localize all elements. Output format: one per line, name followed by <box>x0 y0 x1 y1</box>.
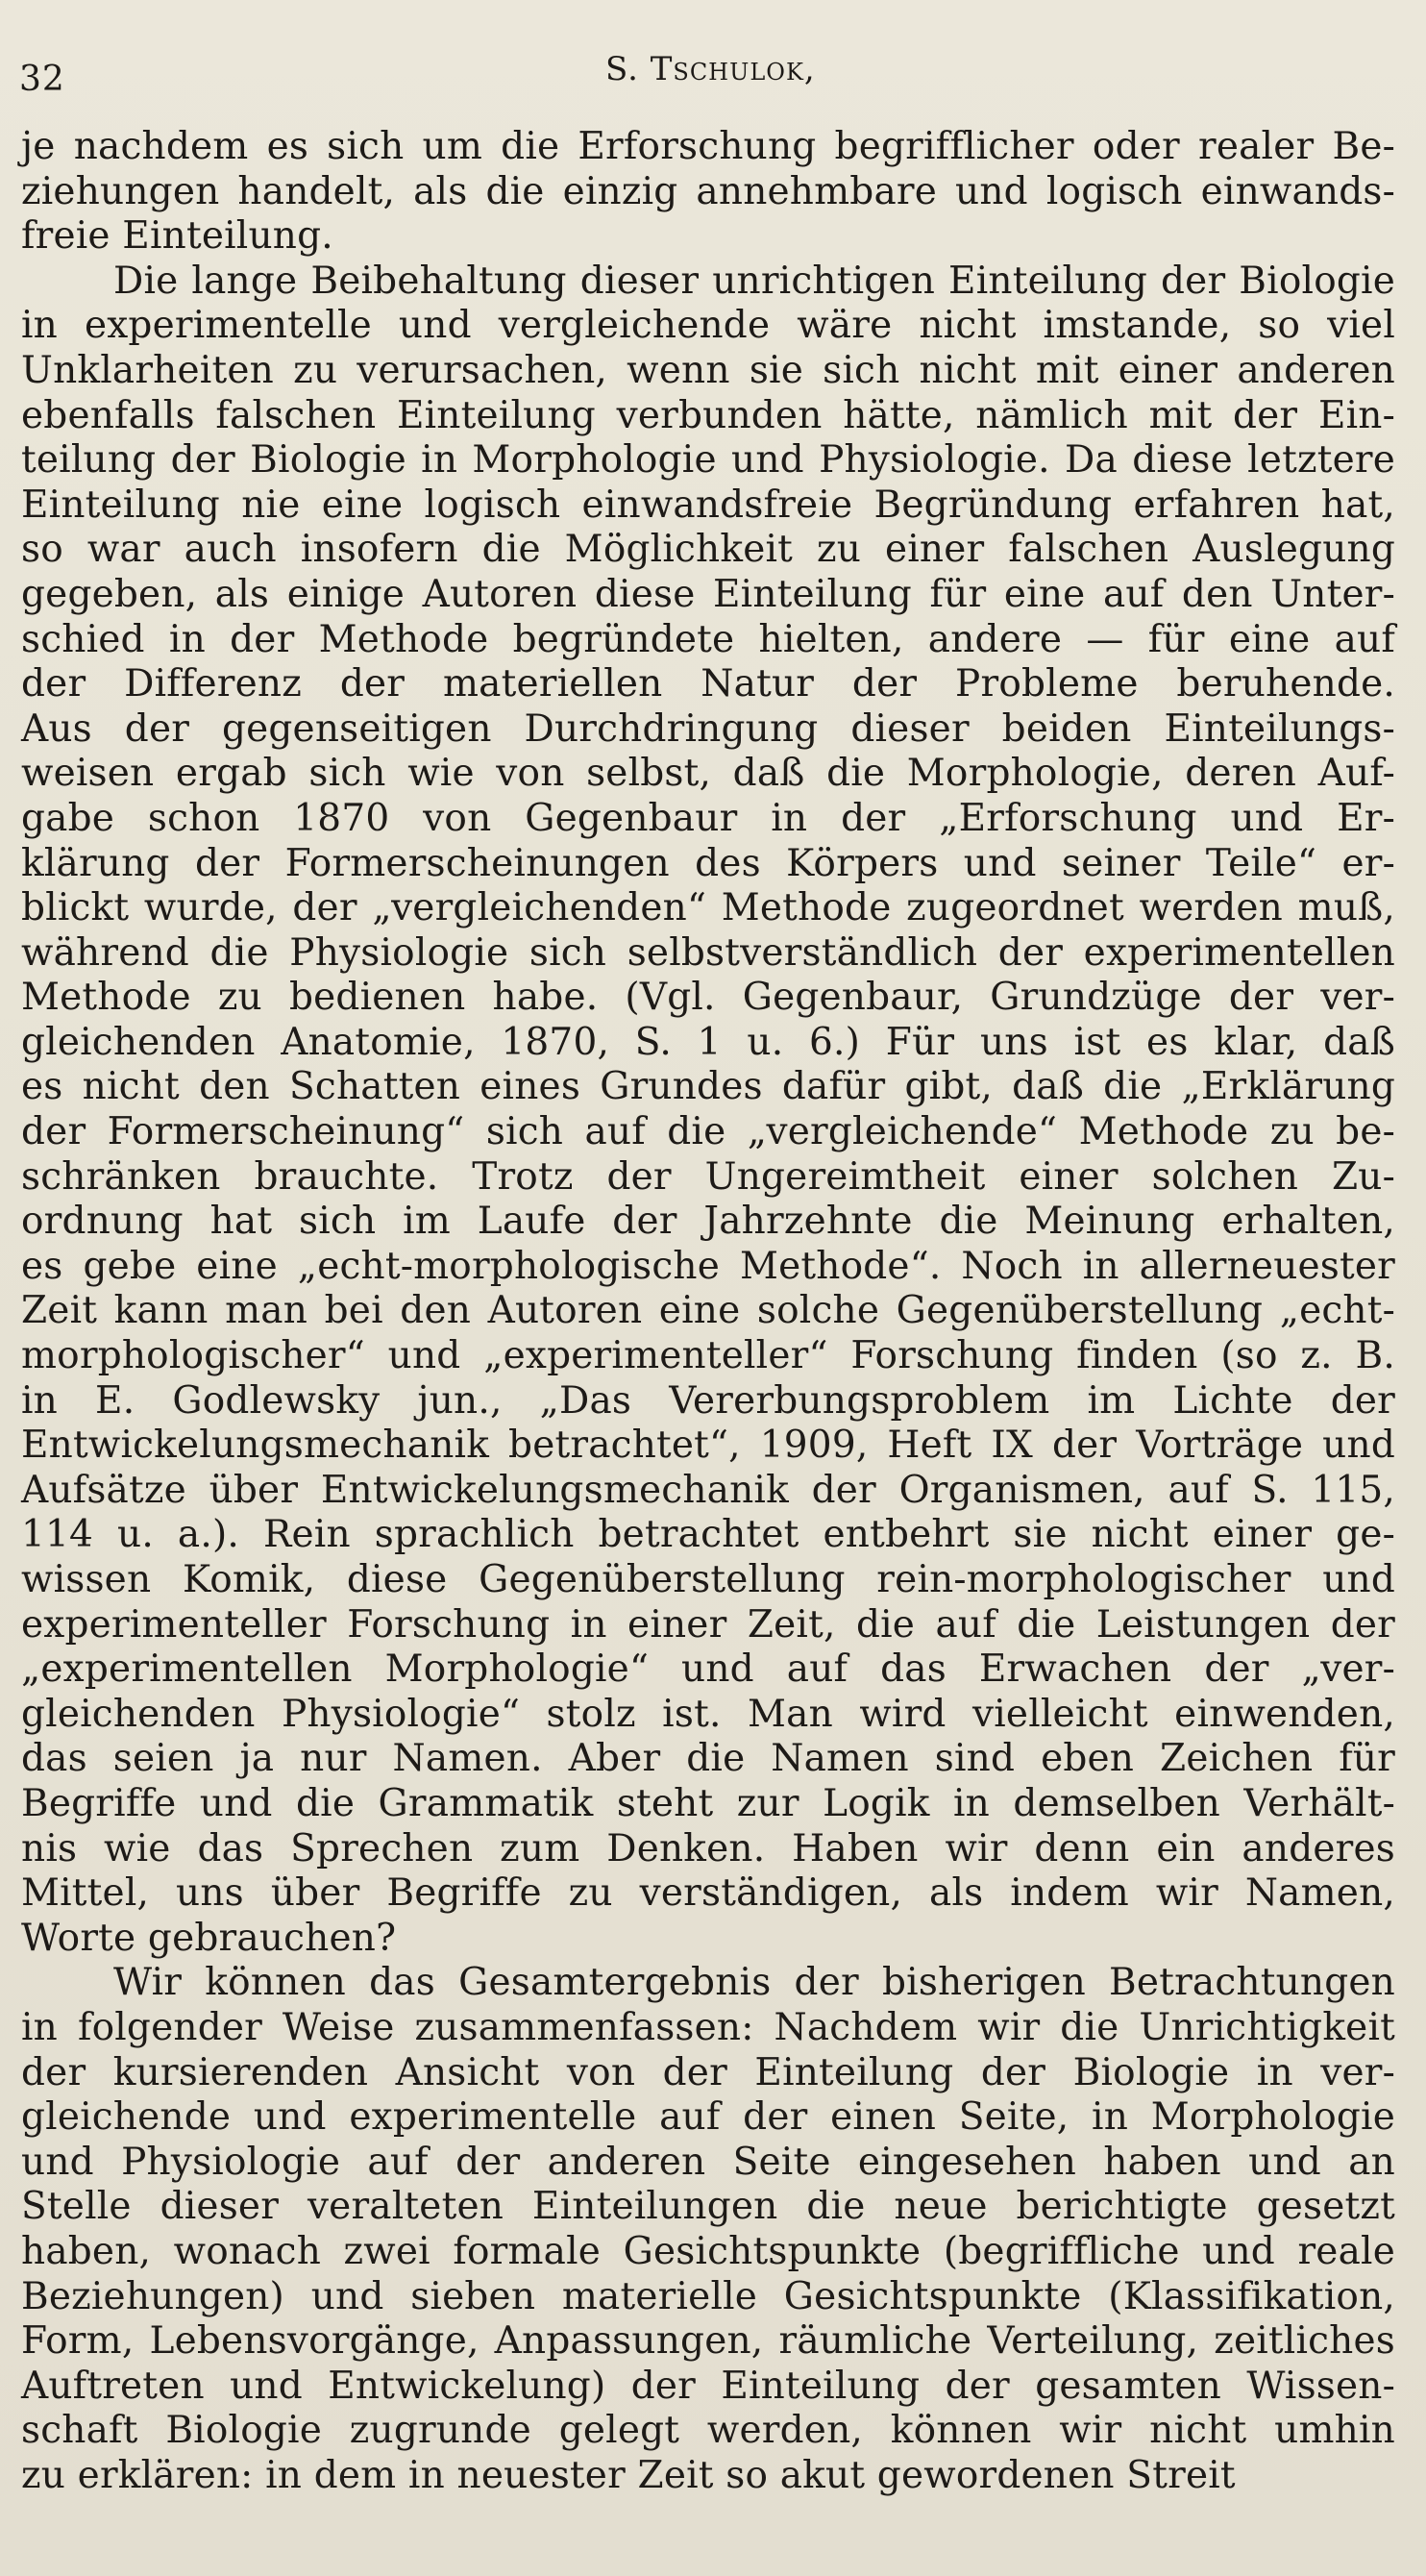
text-line: der Differenz der materiellen Natur der Probleme beruhende. <box>21 662 1395 706</box>
text-line: ebenfalls falschen Einteilung verbunden hätte, nämlich mit der Ein- <box>21 393 1395 437</box>
text-line: während die Physiologie sich selbstverständlich der experimentellen <box>21 930 1395 975</box>
text-line: gleichenden Physiologie“ stolz ist. Man wird vielleicht einwenden, <box>21 1692 1395 1736</box>
text-line: so war auch insofern die Möglichkeit zu einer falschen Auslegung <box>21 528 1395 572</box>
text-line: in E. Godlewsky jun., „Das Vererbungsproblem im Lichte der <box>21 1378 1395 1423</box>
text-line: Mittel, uns über Begriffe zu verständigen, als indem wir Namen, <box>21 1871 1395 1916</box>
paragraph <box>21 260 1395 1962</box>
text-line: schaft Biologie zugrunde gelegt werden, können wir nicht umhin <box>21 2409 1395 2453</box>
text-line: das seien ja nur Namen. Aber die Namen sind eben Zeichen für <box>21 1737 1395 1781</box>
text-line: nis wie das Sprechen zum Denken. Haben wir denn ein anderes <box>21 1826 1395 1870</box>
text-line: morphologischer“ und „experimenteller“ Forschung finden (so z. B. <box>21 1334 1395 1378</box>
text-line: Begriffe und die Grammatik steht zur Logik in demselben Verhält- <box>21 1781 1395 1825</box>
text-line: experimenteller Forschung in einer Zeit, die auf die Leistungen der <box>21 1602 1395 1647</box>
body-text <box>21 125 1395 2498</box>
text-line: haben, wonach zwei formale Gesichtspunkte (begriffliche und reale <box>21 2229 1395 2273</box>
text-line: Form, Lebensvorgänge, Anpassungen, räumliche Verteilung, zeitliches <box>21 2319 1395 2364</box>
page-header <box>19 50 1403 98</box>
page-number: 32 <box>19 60 65 99</box>
text-line: zu erklären: in dem in neuester Zeit so akut gewordenen Streit <box>21 2453 1236 2497</box>
text-line: Aufsätze über Entwickelungsmechanik der Organismen, auf S. 115, <box>21 1468 1395 1512</box>
text-line: Wir können das Gesamtergebnis der bisherigen Betrachtungen <box>113 1961 1395 2005</box>
text-line: der Formerscheinung“ sich auf die „vergleichende“ Methode zu be- <box>21 1110 1395 1154</box>
text-line: Aus der gegenseitigen Durchdringung dieser beiden Einteilungs- <box>21 706 1395 751</box>
running-head: S. Tschulok, <box>605 50 816 88</box>
text-line: 114 u. a.). Rein sprachlich betrachtet entbehrt sie nicht einer ge- <box>21 1513 1395 1557</box>
text-line: Worte gebrauchen? <box>21 1916 397 1960</box>
text-line: und Physiologie auf der anderen Seite eingesehen haben und an <box>21 2140 1395 2184</box>
text-line: es nicht den Schatten eines Grundes dafür gibt, daß die „Erklärung <box>21 1065 1395 1109</box>
text-line: freie Einteilung. <box>21 214 333 259</box>
text-line: Zeit kann man bei den Autoren eine solche Gegenüberstellung „echt- <box>21 1289 1395 1333</box>
text-line: in experimentelle und vergleichende wäre nicht imstande, so viel <box>21 304 1395 348</box>
text-line: der kursierenden Ansicht von der Einteilung der Biologie in ver- <box>21 2050 1395 2094</box>
text-line: in folgender Weise zusammenfassen: Nachdem wir die Unrichtigkeit <box>21 2005 1395 2049</box>
text-line: Unklarheiten zu verursachen, wenn sie sich nicht mit einer anderen <box>21 348 1395 392</box>
text-line: es gebe eine „echt-morphologische Methode“. Noch in allerneuester <box>21 1244 1395 1288</box>
paragraph <box>21 1961 1395 2498</box>
text-line: Entwickelungsmechanik betrachtet“, 1909, Heft IX der Vorträge und <box>21 1424 1395 1468</box>
text-line: ordnung hat sich im Laufe der Jahrzehnte die Meinung erhalten, <box>21 1200 1395 1244</box>
text-line: Die lange Beibehaltung dieser unrichtigen Einteilung der Biologie <box>113 259 1395 303</box>
text-line: Auftreten und Entwickelung) der Einteilung der gesamten Wissen- <box>21 2364 1395 2408</box>
text-line: Methode zu bedienen habe. (Vgl. Gegenbaur, Grundzüge der ver- <box>21 976 1395 1020</box>
paragraph <box>21 125 1395 260</box>
text-line: wissen Komik, diese Gegenüberstellung rein-morphologischer und <box>21 1558 1395 1601</box>
text-line: Einteilung nie eine logisch einwandsfreie Begründung erfahren hat, <box>21 483 1395 527</box>
text-line: blickt wurde, der „vergleichenden“ Methode zugeordnet werden muß, <box>21 886 1395 930</box>
text-line: teilung der Biologie in Morphologie und Physiologie. Da diese letztere <box>21 438 1395 483</box>
text-line: klärung der Formerscheinungen des Körpers und seiner Teile“ er- <box>21 841 1395 885</box>
text-line: gleichenden Anatomie, 1870, S. 1 u. 6.) Für uns ist es klar, daß <box>21 1020 1395 1064</box>
text-line: „experimentellen Morphologie“ und auf das Erwachen der „ver- <box>21 1647 1395 1692</box>
text-line: schränken brauchte. Trotz der Ungereimtheit einer solchen Zu- <box>21 1154 1395 1199</box>
text-line: gabe schon 1870 von Gegenbaur in der „Erforschung und Er- <box>21 796 1395 840</box>
text-line: weisen ergab sich wie von selbst, daß die Morphologie, deren Auf- <box>21 752 1395 796</box>
text-line: gegeben, als einige Autoren diese Einteilung für eine auf den Unter- <box>21 572 1395 616</box>
text-line: schied in der Methode begründete hielten, andere — für eine auf <box>21 617 1395 661</box>
text-line: Stelle dieser veralteten Einteilungen die neue berichtigte gesetzt <box>21 2185 1395 2229</box>
text-line: Beziehungen) und sieben materielle Gesichtspunkte (Klassifikation, <box>21 2274 1395 2318</box>
text-line: gleichende und experimentelle auf der einen Seite, in Morphologie <box>21 2095 1395 2140</box>
text-line: je nachdem es sich um die Erforschung begrifflicher oder realer Be- <box>21 125 1395 168</box>
text-line: ziehungen handelt, als die einzig annehmbare und logisch einwands- <box>21 169 1395 213</box>
